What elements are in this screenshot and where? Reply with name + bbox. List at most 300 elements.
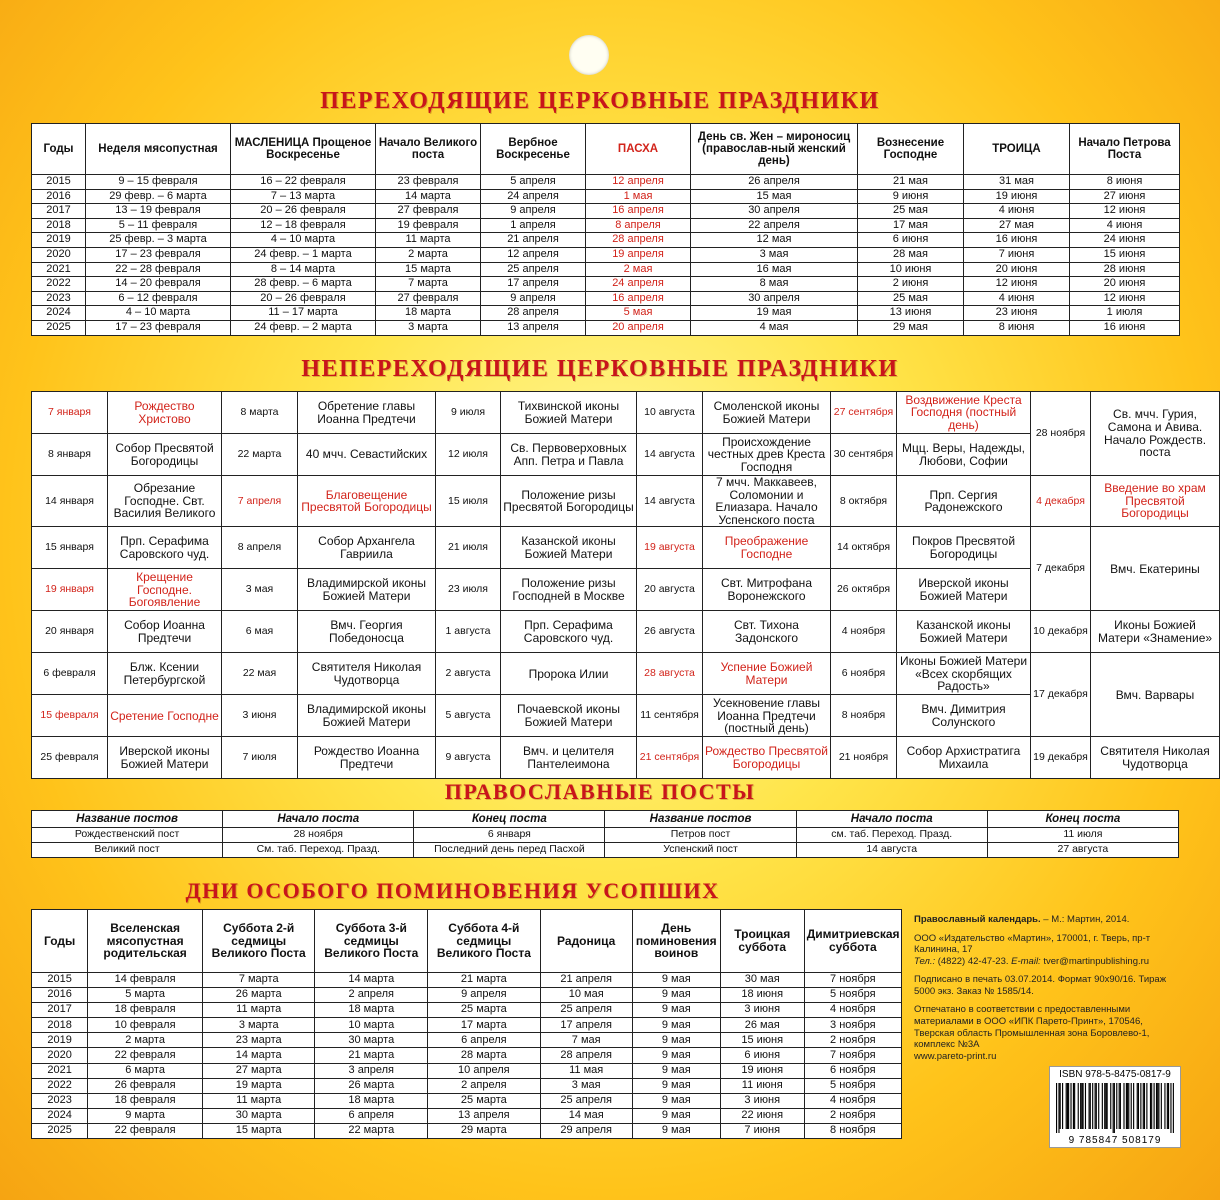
- table-cell: 17 – 23 февраля: [86, 247, 231, 262]
- holiday-name: Мцц. Веры, Надежды, Любови, Софии: [897, 434, 1031, 476]
- holiday-name: Святителя Николая Чудотворца: [1091, 737, 1220, 779]
- table-cell: 2024: [32, 1108, 88, 1123]
- table-cell: 14 марта: [376, 189, 481, 204]
- holiday-name: Свт. Тихона Задонского: [703, 611, 831, 653]
- imprint-block: [914, 914, 1184, 1069]
- barcode-bar: [1074, 1083, 1075, 1129]
- table-cell: 4 июня: [964, 204, 1070, 219]
- holiday-date: 21 ноября: [831, 737, 897, 779]
- holiday-date: 8 апреля: [222, 527, 298, 569]
- holiday-name: Иконы Божией Матери «Всех скорбящих Радость»: [897, 653, 1031, 695]
- table-cell: Великий пост: [32, 843, 223, 858]
- table-cell: 2018: [32, 218, 86, 233]
- table-cell: 25 мая: [858, 204, 964, 219]
- barcode-bar: [1146, 1083, 1147, 1129]
- holiday-date: 23 июля: [436, 569, 501, 611]
- holiday-name: Тихвинской иконы Божией Матери: [501, 392, 637, 434]
- table-cell: 13 – 19 февраля: [86, 204, 231, 219]
- table-cell: 5 апреля: [481, 175, 586, 190]
- table-cell: 9 июня: [858, 189, 964, 204]
- holiday-date: 20 января: [32, 611, 108, 653]
- table-cell: 1 апреля: [481, 218, 586, 233]
- barcode-bar: [1090, 1083, 1091, 1129]
- table-cell: 11 марта: [376, 233, 481, 248]
- table-cell: 11 марта: [202, 1093, 315, 1108]
- table-cell: 16 мая: [691, 262, 858, 277]
- table-cell: 26 марта: [315, 1078, 428, 1093]
- barcode-bar: [1170, 1083, 1171, 1133]
- table-cell: 27 марта: [202, 1063, 315, 1078]
- holiday-name: Вмч. Георгия Победоносца: [298, 611, 436, 653]
- table-cell: 10 июня: [858, 262, 964, 277]
- table-cell: 6 апреля: [315, 1108, 428, 1123]
- barcode-bar: [1113, 1083, 1114, 1133]
- column-header: Годы: [32, 124, 86, 175]
- barcode-bar: [1085, 1083, 1086, 1129]
- holiday-name: Смоленской иконы Божией Матери: [703, 392, 831, 434]
- table-cell: 25 мая: [858, 291, 964, 306]
- table-cell: 7 ноября: [804, 973, 901, 988]
- table-cell: 23 марта: [202, 1033, 315, 1048]
- table-cell: 14 мая: [540, 1108, 632, 1123]
- table-cell: 27 февраля: [376, 204, 481, 219]
- table-row: [32, 1078, 902, 1093]
- holiday-name: Сретение Господне: [108, 695, 222, 737]
- column-header: Вселенская мясопустная родительская: [88, 910, 203, 973]
- barcode-bar: [1095, 1083, 1096, 1129]
- table-cell: 27 мая: [964, 218, 1070, 233]
- column-header: Годы: [32, 910, 88, 973]
- table-cell: 15 июня: [720, 1033, 804, 1048]
- table-row: [32, 1108, 902, 1123]
- holiday-name: Вмч. Варвары: [1091, 653, 1220, 737]
- table-cell: 2021: [32, 1063, 88, 1078]
- holiday-date: 5 августа: [436, 695, 501, 737]
- holiday-date: 22 марта: [222, 434, 298, 476]
- barcode-bar: [1067, 1083, 1068, 1129]
- holiday-name: Прп. Серафима Саровского чуд.: [501, 611, 637, 653]
- table-row: [32, 306, 1180, 321]
- table-cell: 22 – 28 февраля: [86, 262, 231, 277]
- table-cell: 17 мая: [858, 218, 964, 233]
- table-row: [32, 527, 1220, 569]
- table-cell: 2024: [32, 306, 86, 321]
- column-header: Суббота 4-й седмицы Великого Поста: [428, 910, 541, 973]
- barcode-bar: [1092, 1083, 1093, 1129]
- holiday-name: Св. мчч. Гурия, Самона и Авива. Начало Рождеств. поста: [1091, 392, 1220, 476]
- holiday-date: 25 февраля: [32, 737, 108, 779]
- table-cell: 11 мая: [540, 1063, 632, 1078]
- holiday-date: 15 февраля: [32, 695, 108, 737]
- holiday-date: 28 августа: [637, 653, 703, 695]
- holiday-name: Иверской иконы Божией Матери: [108, 737, 222, 779]
- table-cell: 18 февраля: [88, 1003, 203, 1018]
- table-cell: 24 февр. – 2 марта: [231, 320, 376, 335]
- table-cell: 5 – 11 февраля: [86, 218, 231, 233]
- table-cell: 22 июня: [720, 1108, 804, 1123]
- table-cell: 2 апреля: [315, 988, 428, 1003]
- holiday-name: Происхождение честных древ Креста Господня: [703, 434, 831, 476]
- barcode-bar: [1156, 1083, 1157, 1129]
- holiday-name: Собор Архангела Гавриила: [298, 527, 436, 569]
- table-cell: 4 июня: [1070, 218, 1180, 233]
- table-row: [32, 611, 1220, 653]
- fasts-title: ПРАВОСЛАВНЫЕ ПОСТЫ: [444, 779, 756, 804]
- barcode-bar: [1158, 1083, 1159, 1129]
- table-cell: 18 марта: [315, 1003, 428, 1018]
- table-cell: 21 марта: [315, 1048, 428, 1063]
- barcode-bar: [1060, 1083, 1061, 1129]
- table-cell: 20 июня: [964, 262, 1070, 277]
- barcode-bar: [1133, 1083, 1134, 1129]
- table-cell: 17 марта: [428, 1018, 541, 1033]
- table-row: [32, 291, 1180, 306]
- column-header: Суббота 2-й седмицы Великого Поста: [202, 910, 315, 973]
- holiday-date: 21 сентября: [637, 737, 703, 779]
- table-cell: 28 ноября: [223, 828, 414, 843]
- holiday-date: 1 августа: [436, 611, 501, 653]
- table-cell: 21 апреля: [540, 973, 632, 988]
- table-cell: 8 апреля: [586, 218, 691, 233]
- table-cell: 25 апреля: [540, 1093, 632, 1108]
- barcode-bar: [1143, 1083, 1144, 1129]
- column-header: Название постов: [605, 811, 796, 828]
- table-cell: 19 февраля: [376, 218, 481, 233]
- table-cell: 20 – 26 февраля: [231, 291, 376, 306]
- table-cell: 13 апреля: [481, 320, 586, 335]
- table-row: [32, 1123, 902, 1138]
- barcode-bar: [1127, 1083, 1128, 1129]
- barcode-bar: [1144, 1083, 1145, 1129]
- book-reference: Православный календарь. – М.: Мартин, 2014.: [914, 914, 1130, 925]
- table-row: [32, 1018, 902, 1033]
- table-cell: 15 марта: [376, 262, 481, 277]
- barcode-bar: [1089, 1083, 1090, 1129]
- table-cell: 4 – 10 марта: [86, 306, 231, 321]
- holiday-name: Св. Первоверховных Апп. Петра и Павла: [501, 434, 637, 476]
- table-cell: 14 – 20 февраля: [86, 277, 231, 292]
- table-cell: 9 марта: [88, 1108, 203, 1123]
- table-cell: 6 июня: [720, 1048, 804, 1063]
- barcode-bar: [1082, 1083, 1083, 1129]
- table-cell: 10 мая: [540, 988, 632, 1003]
- holiday-name: Блж. Ксении Петербургской: [108, 653, 222, 695]
- column-header: МАСЛЕНИЦА Прощеное Воскресенье: [231, 124, 376, 175]
- table-cell: 2025: [32, 1123, 88, 1138]
- table-cell: 9 мая: [632, 1048, 720, 1063]
- table-cell: 26 апреля: [691, 175, 858, 190]
- table-cell: 13 июня: [858, 306, 964, 321]
- table-cell: 7 – 13 марта: [231, 189, 376, 204]
- table-cell: 2021: [32, 262, 86, 277]
- holiday-date: 11 сентября: [637, 695, 703, 737]
- table-cell: 12 июня: [1070, 291, 1180, 306]
- column-header: Суббота 3-й седмицы Великого Поста: [315, 910, 428, 973]
- table-cell: 7 марта: [202, 973, 315, 988]
- column-header: Начало поста: [796, 811, 987, 828]
- table-cell: 28 февр. – 6 марта: [231, 277, 376, 292]
- table-cell: 9 мая: [632, 1078, 720, 1093]
- barcode-bar: [1150, 1083, 1151, 1129]
- holiday-date: 9 июля: [436, 392, 501, 434]
- table-cell: 9 мая: [632, 1108, 720, 1123]
- column-header: Радоница: [540, 910, 632, 973]
- table-cell: 12 апреля: [586, 175, 691, 190]
- column-header: Название постов: [32, 811, 223, 828]
- table-cell: Рождественский пост: [32, 828, 223, 843]
- holiday-name: Владимирской иконы Божией Матери: [298, 569, 436, 611]
- table-cell: 28 марта: [428, 1048, 541, 1063]
- table-cell: 14 марта: [315, 973, 428, 988]
- table-cell: 16 июня: [1070, 320, 1180, 335]
- holiday-name: Иконы Божией Матери «Знамение»: [1091, 611, 1220, 653]
- table-cell: 2015: [32, 973, 88, 988]
- holiday-date: 14 августа: [637, 476, 703, 527]
- column-header: Начало Петрова Поста: [1070, 124, 1180, 175]
- holiday-date: 14 августа: [637, 434, 703, 476]
- holiday-date: 6 февраля: [32, 653, 108, 695]
- barcode-bar: [1104, 1083, 1105, 1129]
- table-cell: 2 мая: [586, 262, 691, 277]
- table-cell: см. таб. Переход. Празд.: [796, 828, 987, 843]
- table-cell: 4 – 10 марта: [231, 233, 376, 248]
- table-cell: 6 апреля: [428, 1033, 541, 1048]
- table-cell: 9 мая: [632, 1003, 720, 1018]
- column-header: ПАСХА: [586, 124, 691, 175]
- column-header: Димитриевская суббота: [804, 910, 901, 973]
- table-cell: 29 марта: [428, 1123, 541, 1138]
- memorial-days-table: [31, 909, 902, 1139]
- table-cell: 18 февраля: [88, 1093, 203, 1108]
- table-cell: 4 июня: [964, 291, 1070, 306]
- fasts-table: [31, 810, 1179, 858]
- table-cell: 12 апреля: [481, 247, 586, 262]
- holiday-date: 7 декабря: [1031, 527, 1091, 611]
- table-cell: 24 июня: [1070, 233, 1180, 248]
- table-cell: 2017: [32, 1003, 88, 1018]
- barcode-bar: [1131, 1083, 1132, 1129]
- holiday-name: Святителя Николая Чудотворца: [298, 653, 436, 695]
- table-cell: 2017: [32, 204, 86, 219]
- memorial-days-title: ДНИ ОСОБОГО ПОМИНОВЕНИЯ УСОПШИХ: [185, 878, 720, 903]
- barcode-bar: [1096, 1083, 1097, 1129]
- table-cell: 2 ноября: [804, 1033, 901, 1048]
- table-cell: 6 января: [414, 828, 605, 843]
- table-cell: 2016: [32, 189, 86, 204]
- table-cell: 19 июня: [720, 1063, 804, 1078]
- table-cell: 4 ноября: [804, 1003, 901, 1018]
- barcode-bar: [1137, 1083, 1138, 1129]
- table-cell: 30 апреля: [691, 204, 858, 219]
- holiday-name: Свт. Митрофана Воронежского: [703, 569, 831, 611]
- holiday-name: Положение ризы Пресвятой Богородицы: [501, 476, 637, 527]
- table-row: [32, 320, 1180, 335]
- table-cell: 29 февр. – 6 марта: [86, 189, 231, 204]
- barcode-bar: [1120, 1083, 1121, 1129]
- table-row: [32, 262, 1180, 277]
- table-cell: 1 мая: [586, 189, 691, 204]
- holiday-date: 10 августа: [637, 392, 703, 434]
- table-cell: 16 апреля: [586, 204, 691, 219]
- holiday-name: Введение во храм Пресвятой Богородицы: [1091, 476, 1220, 527]
- barcode-bar: [1151, 1083, 1152, 1129]
- table-cell: 3 марта: [202, 1018, 315, 1033]
- holiday-date: 19 августа: [637, 527, 703, 569]
- holiday-date: 21 июля: [436, 527, 501, 569]
- table-cell: 9 апреля: [481, 204, 586, 219]
- table-cell: 19 июня: [964, 189, 1070, 204]
- table-cell: 20 апреля: [586, 320, 691, 335]
- table-cell: 25 апреля: [540, 1003, 632, 1018]
- table-cell: 15 марта: [202, 1123, 315, 1138]
- table-cell: 14 августа: [796, 843, 987, 858]
- moveable-holidays-title: ПЕРЕХОДЯЩИЕ ЦЕРКОВНЫЕ ПРАЗДНИКИ: [320, 88, 880, 114]
- barcode-bar: [1173, 1083, 1174, 1133]
- holiday-date: 26 августа: [637, 611, 703, 653]
- table-cell: 25 марта: [428, 1003, 541, 1018]
- table-cell: 20 июня: [1070, 277, 1180, 292]
- table-cell: Петров пост: [605, 828, 796, 843]
- barcode-bar: [1073, 1083, 1074, 1129]
- table-cell: 30 апреля: [691, 291, 858, 306]
- table-cell: 2019: [32, 1033, 88, 1048]
- holiday-date: 27 сентября: [831, 392, 897, 434]
- holiday-name: Благовещение Пресвятой Богородицы: [298, 476, 436, 527]
- table-cell: 23 июня: [964, 306, 1070, 321]
- table-cell: 29 апреля: [540, 1123, 632, 1138]
- table-cell: 22 марта: [315, 1123, 428, 1138]
- table-cell: 7 ноября: [804, 1048, 901, 1063]
- table-cell: 18 марта: [315, 1093, 428, 1108]
- table-cell: 20 – 26 февраля: [231, 204, 376, 219]
- barcode-bar: [1102, 1083, 1103, 1129]
- table-cell: 4 ноября: [804, 1093, 901, 1108]
- holiday-date: 15 января: [32, 527, 108, 569]
- holiday-name: Рождество Христово: [108, 392, 222, 434]
- holiday-name: Собор Архистратига Михаила: [897, 737, 1031, 779]
- table-row: [32, 175, 1180, 190]
- table-cell: 26 мая: [720, 1018, 804, 1033]
- table-cell: 13 апреля: [428, 1108, 541, 1123]
- table-cell: 2025: [32, 320, 86, 335]
- holiday-date: 17 декабря: [1031, 653, 1091, 737]
- table-row: [32, 843, 1179, 858]
- table-cell: 2018: [32, 1018, 88, 1033]
- holiday-date: 28 ноября: [1031, 392, 1091, 476]
- holiday-name: Рождество Иоанна Предтечи: [298, 737, 436, 779]
- table-row: [32, 1003, 902, 1018]
- table-cell: 27 июня: [1070, 189, 1180, 204]
- table-cell: 4 мая: [691, 320, 858, 335]
- barcode-bar: [1123, 1083, 1124, 1129]
- table-cell: 18 марта: [376, 306, 481, 321]
- table-cell: 9 мая: [632, 1063, 720, 1078]
- barcode-bar: [1062, 1083, 1063, 1129]
- column-header: Начало Великого поста: [376, 124, 481, 175]
- barcode-bar: [1058, 1083, 1059, 1133]
- barcode-bar: [1164, 1083, 1165, 1129]
- barcode-bar: [1098, 1083, 1099, 1129]
- holiday-date: 12 июля: [436, 434, 501, 476]
- moveable-holidays-table: [31, 123, 1180, 336]
- column-header: Конец поста: [987, 811, 1178, 828]
- holiday-name: Обрезание Господне. Свт. Василия Великого: [108, 476, 222, 527]
- table-cell: 2019: [32, 233, 86, 248]
- holiday-name: Вмч. Димитрия Солунского: [897, 695, 1031, 737]
- table-cell: 26 марта: [202, 988, 315, 1003]
- table-cell: 30 марта: [202, 1108, 315, 1123]
- table-cell: 3 июня: [720, 1093, 804, 1108]
- table-cell: 7 июня: [720, 1123, 804, 1138]
- isbn-label: ISBN 978-5-8475-0817-9: [1059, 1069, 1171, 1080]
- table-cell: 17 – 23 февраля: [86, 320, 231, 335]
- holiday-date: 22 мая: [222, 653, 298, 695]
- table-cell: 3 мая: [691, 247, 858, 262]
- table-cell: 3 апреля: [315, 1063, 428, 1078]
- barcode-icon: [1056, 1083, 1174, 1133]
- holiday-date: 19 декабря: [1031, 737, 1091, 779]
- table-cell: 28 апреля: [540, 1048, 632, 1063]
- holiday-date: 4 ноября: [831, 611, 897, 653]
- holiday-date: 15 июля: [436, 476, 501, 527]
- holiday-date: 9 августа: [436, 737, 501, 779]
- holiday-name: Воздвижение Креста Господня (постный день): [897, 392, 1031, 434]
- table-cell: 2023: [32, 1093, 88, 1108]
- table-cell: 23 февраля: [376, 175, 481, 190]
- table-cell: 22 апреля: [691, 218, 858, 233]
- table-cell: 10 февраля: [88, 1018, 203, 1033]
- table-cell: 25 февр. – 3 марта: [86, 233, 231, 248]
- holiday-date: 20 августа: [637, 569, 703, 611]
- table-cell: 12 июня: [964, 277, 1070, 292]
- table-cell: 14 марта: [202, 1048, 315, 1063]
- column-header: ТРОИЦА: [964, 124, 1070, 175]
- table-cell: 2022: [32, 277, 86, 292]
- barcode-bar: [1078, 1083, 1079, 1129]
- table-row: [32, 1063, 902, 1078]
- barcode-bar: [1105, 1083, 1106, 1129]
- holiday-name: Усекновение главы Иоанна Предтечи (постный день): [703, 695, 831, 737]
- table-cell: 12 июня: [1070, 204, 1180, 219]
- holiday-name: Казанской иконы Божией Матери: [897, 611, 1031, 653]
- table-cell: 2 июня: [858, 277, 964, 292]
- table-row: [32, 233, 1180, 248]
- table-cell: 25 апреля: [481, 262, 586, 277]
- holiday-name: Вмч. и целителя Пантелеимона: [501, 737, 637, 779]
- table-cell: 9 – 15 февраля: [86, 175, 231, 190]
- table-cell: 24 апреля: [481, 189, 586, 204]
- table-cell: 8 мая: [691, 277, 858, 292]
- fixed-holidays-title: НЕПЕРЕХОДЯЩИЕ ЦЕРКОВНЫЕ ПРАЗДНИКИ: [301, 356, 899, 382]
- column-header: Вознесение Господне: [858, 124, 964, 175]
- isbn-barcode-box: [1049, 1066, 1181, 1148]
- holiday-date: 8 марта: [222, 392, 298, 434]
- barcode-bar: [1116, 1083, 1117, 1129]
- holiday-name: Вмч. Екатерины: [1091, 527, 1220, 611]
- table-cell: 7 марта: [376, 277, 481, 292]
- holiday-name: Иверской иконы Божией Матери: [897, 569, 1031, 611]
- table-cell: 2020: [32, 247, 86, 262]
- table-cell: 10 марта: [315, 1018, 428, 1033]
- barcode-bar: [1128, 1083, 1129, 1129]
- holiday-date: 6 ноября: [831, 653, 897, 695]
- table-cell: 8 июня: [964, 320, 1070, 335]
- table-cell: 9 мая: [632, 973, 720, 988]
- column-header: Вербное Воскресенье: [481, 124, 586, 175]
- holiday-name: Пророка Илии: [501, 653, 637, 695]
- barcode-bar: [1138, 1083, 1139, 1129]
- holiday-name: Рождество Пресвятой Богородицы: [703, 737, 831, 779]
